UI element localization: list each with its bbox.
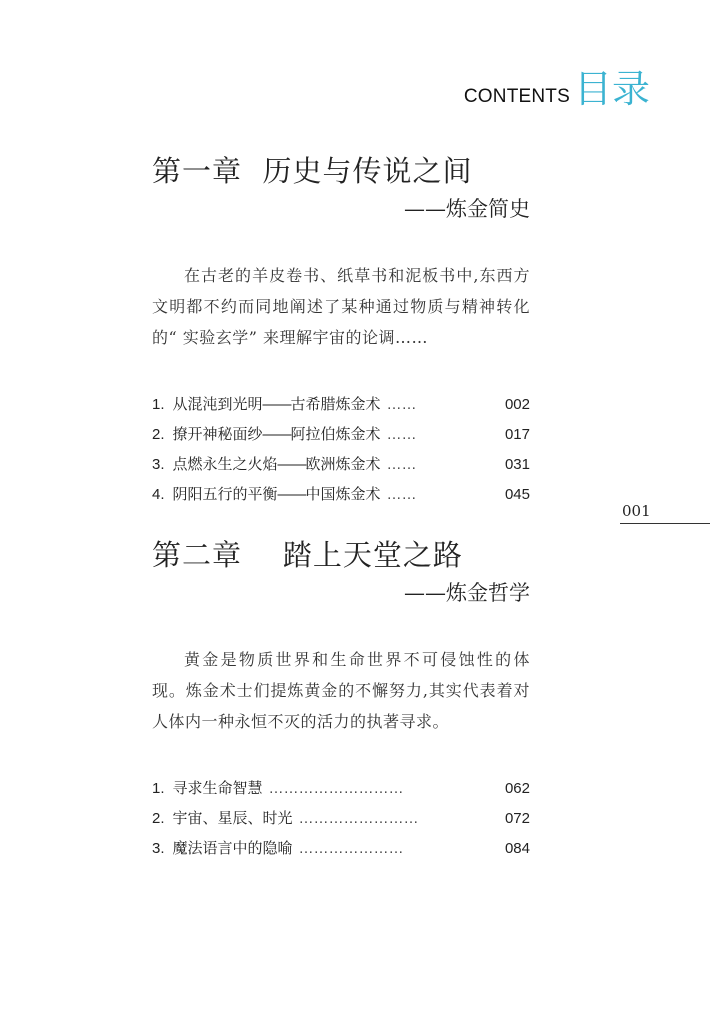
page-folio: 001	[620, 502, 710, 524]
toc-item[interactable]: 1. 从混沌到光明 —— 古希腊炼金术 …… 002	[152, 395, 530, 413]
chapter-1-name: 历史与传说之间	[262, 154, 473, 188]
toc-item[interactable]: 3. 魔法语言中的隐喻 ………………… 084	[152, 839, 530, 857]
chapter-1-number: 第一章	[152, 154, 243, 188]
toc-item[interactable]: 2. 撩开神秘面纱 —— 阿拉伯炼金术 …… 017	[152, 425, 530, 443]
toc-page-number: 017	[504, 426, 530, 443]
chapter-2	[152, 536, 530, 867]
toc-page-number: 031	[504, 456, 530, 473]
contents-header	[464, 58, 650, 113]
contents-label: CONTENTS	[463, 86, 570, 107]
toc-item[interactable]: 3. 点燃永生之火焰 —— 欧洲炼金术 …… 031	[152, 455, 530, 473]
chapter-1-subtitle: ——炼金简史	[404, 197, 530, 221]
chapter-1-toc	[152, 393, 530, 513]
toc-item[interactable]: 1. 寻求生命智慧 ……………………… 062	[152, 779, 530, 797]
toc-page-number: 062	[504, 780, 530, 797]
chapter-2-title	[152, 536, 530, 574]
chapter-1-title	[152, 152, 530, 190]
toc-page-number: 084	[504, 840, 530, 857]
toc-page-number: 045	[504, 486, 530, 503]
mulu-label: 目录	[573, 67, 650, 111]
chapter-2-toc	[152, 777, 530, 867]
chapter-1	[152, 152, 530, 513]
chapter-2-subtitle: ——炼金哲学	[404, 581, 530, 605]
toc-page-number: 002	[504, 396, 530, 413]
toc-item[interactable]: 4. 阴阳五行的平衡 —— 中国炼金术 …… 045	[152, 485, 530, 503]
chapter-2-number: 第二章	[152, 538, 243, 572]
toc-page-number: 072	[504, 810, 530, 827]
chapter-2-intro: 黄金是物质世界和生命世界不可侵蚀性的体现。炼金术士们提炼黄金的不懈努力,其实代表着对人体内一种永恒不灭的活力的执著寻求。	[152, 650, 530, 731]
chapter-2-name: 踏上天堂之路	[282, 538, 463, 572]
chapter-1-intro: 在古老的羊皮卷书、纸草书和泥板书中,东西方文明都不约而同地阐述了某种通过物质与精神转化的“ 实验玄学” 来理解宇宙的论调……	[152, 266, 530, 347]
toc-item[interactable]: 2. 宇宙、星辰、时光 …………………… 072	[152, 809, 530, 827]
